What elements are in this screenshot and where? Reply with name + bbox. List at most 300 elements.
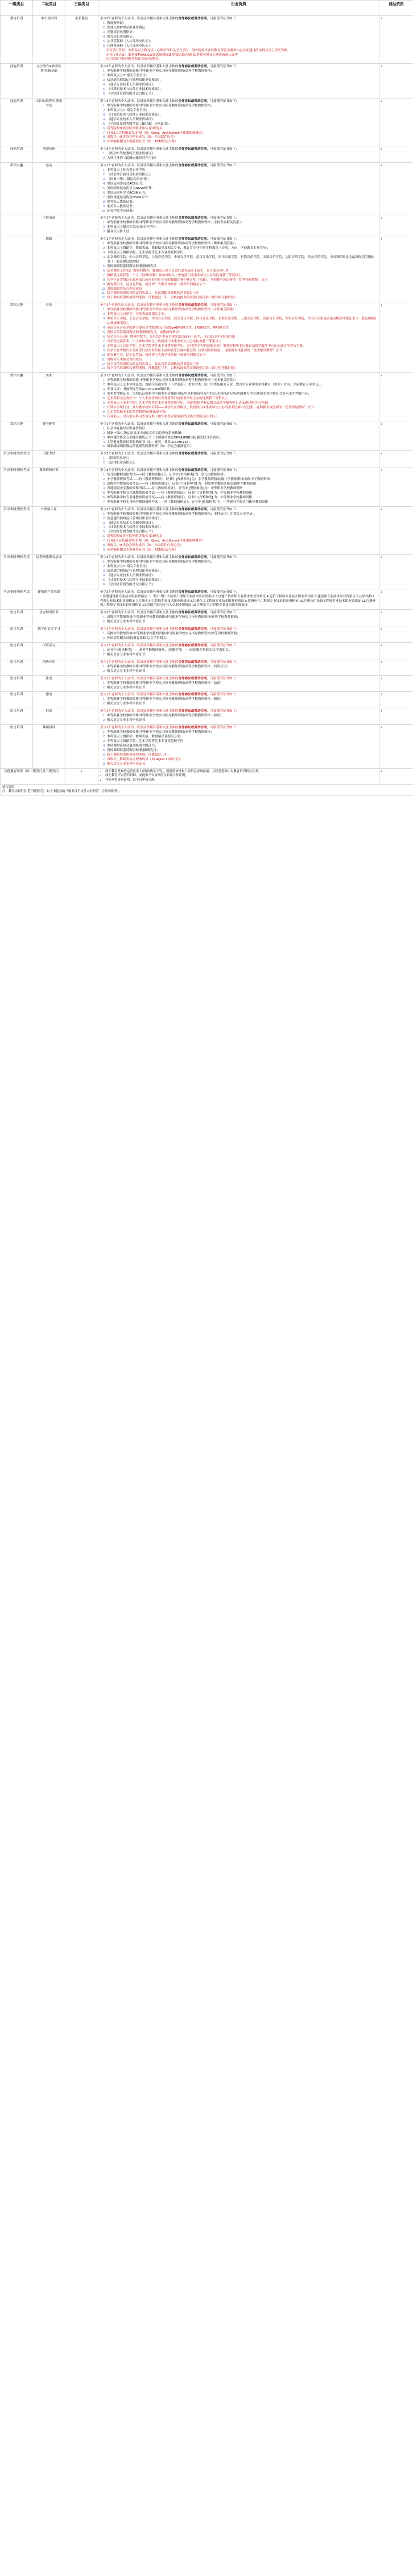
cell-level1-category: 语言培训 bbox=[1, 626, 33, 643]
table-body bbox=[1, 16, 413, 796]
qualification-list-item: 6. 知名音乐公司/厂牌签约歌手，音乐综艺类节目常驻嘉宾或前十选手，以百度百科可查询为准 bbox=[106, 335, 377, 340]
qualification-list-item: 4. 大型健身教练培训机构证书（如：赛普，莱美LES MILLS）； bbox=[106, 441, 377, 445]
qualification-list-item: 4. 美国运动委员会ACE证书； bbox=[106, 182, 377, 187]
qualification-list-item: 8. 省级以上IT类协会理事成员（如：中国软件行业协会） bbox=[106, 544, 377, 548]
header-cat3: 三级类目 bbox=[65, 1, 98, 16]
qualification-plain-text: 1.注册建筑师专业技术职业资格证（一级/二级）2.监理工程师专业技术职业资格证 3.房地产估价师专业技术职业资格证 4.造价工程师专业技术职业资格证 5.建造师专业技术职业资格证 6.注册结构工程师专业技术职业资格证 7.注册土木工程师专业技术职业资格证 8.注册化工工程师专业技术职业资格证 9.注册电气工程师专业技术职业资格证 10.注册公用设备工程师专业技术职业资格证 11.注册环保工程师专业技术职业资格证 12.房地产经纪专业人员职业资格证 13.注册安全工程师专业技术职业资格证 bbox=[100, 594, 376, 608]
cell-level2-category: 汉语学习 bbox=[33, 643, 65, 659]
qualification-list-item: 9. 知名编程相关大赛获奖证书（如：ACM算法大赛） bbox=[106, 140, 377, 145]
qualification-lead: 至少1个老师的个人证书，以及证书拥有者和入驻主体的合作协议或劳动合同，可接受的证书如下： bbox=[100, 374, 239, 378]
qualification-list-item: 3. 信息通信网络运行管理员职业资格证》； bbox=[106, 569, 377, 574]
cell-goods-qualification: / bbox=[379, 64, 413, 99]
qualification-list-item: 4. 《通信专业技术人员职业资格证》； bbox=[106, 118, 377, 122]
cell-level2-category: 语言师资培训 bbox=[33, 610, 65, 626]
cell-industry-qualification bbox=[98, 302, 379, 373]
qualification-list bbox=[100, 427, 377, 450]
cell-industry-qualification bbox=[98, 643, 379, 659]
cell-level3-category bbox=[65, 451, 98, 467]
qualification-list-item: 3. 《计算机技术与软件专业技术资格证》； bbox=[106, 113, 377, 118]
qualification-list-item: 11. 线下舞蹈培训机构的运营负责人，且此舞蹈培训机构营业超过三年 bbox=[106, 292, 377, 296]
cell-level1-category: 常识兴趣 bbox=[1, 302, 33, 373]
qualification-list-item: 6. 线下舞蹈培训机构签约老师，任教超过三年； bbox=[106, 753, 377, 758]
qualification-list bbox=[100, 152, 377, 161]
cell-goods-qualification: / bbox=[379, 146, 413, 163]
qualification-list-item: 1. 高级中学教师资格/中等职业学校教师资格/中等职业学校实习指导教师资格/高等学校教师资格； bbox=[106, 632, 377, 637]
qualification-list-item: 3. 专科及以上舞蹈学院、艺术学院等艺术专业类院校学历； bbox=[106, 251, 377, 256]
qualification-list-item: 1. 中等职业学校教师资格/中等职业学校实习指导教师资格/高等学校教师资格（舞蹈相关院系）； bbox=[106, 242, 377, 247]
qualification-list-item: 7. 舞蹈类比赛获奖：个人（独舞/领舞）参加省级以上政府部门或事业单位主办的比赛获三等奖以上 bbox=[106, 274, 377, 278]
table-row bbox=[1, 467, 413, 507]
cell-level3-category bbox=[65, 146, 98, 163]
qualification-list-item: 3. 专业认证：书画等级考试(CCPT)7/8/9级证书； bbox=[106, 388, 377, 392]
cell-level1-category: 学历/职业资格考试 bbox=[1, 451, 33, 467]
header-industry-qualification: 行业资质 bbox=[98, 1, 379, 16]
cell-level1-category: 语言培训 bbox=[1, 692, 33, 708]
qualification-list bbox=[100, 682, 377, 691]
qualification-list-item: 1. 中等职业学校教师资格/中等职业学校实习指导教师资格/高等学校教师资格（法语） bbox=[106, 682, 377, 686]
qualification-lead: 至少1个老师的个人证书，以及证书拥有者和入驻主体的合作协议或劳动合同，可接受的证书如下： bbox=[100, 660, 239, 664]
qualification-bullet-item: • 公立院校学校外聘老师证书/证明/聘书。 bbox=[106, 58, 377, 62]
cell-level2-category: 美术 bbox=[33, 373, 65, 421]
qualification-lead: 至少1个老师的个人证书，以及证书拥有者和入驻主体的合作协议或劳动合同，可接受的证书如下： bbox=[100, 676, 239, 680]
cell-industry-qualification bbox=[98, 373, 379, 421]
cell-level2-category: 舞蹈 bbox=[33, 236, 65, 302]
qualification-lead: 至少1个老师的个人证书，以及证书拥有者和入驻主体的合作协议或劳动合同，可接受的证书如下： bbox=[100, 237, 239, 241]
cell-other-industry-qualification bbox=[98, 768, 379, 784]
cell-level2-category: 远程网络教育培训 bbox=[33, 555, 65, 589]
cell-industry-qualification bbox=[98, 236, 379, 302]
other-qualification-item: • 线上教育平台签约讲师，需提供平台盖章的在职或合作证明； bbox=[105, 774, 377, 778]
cell-level1-category bbox=[1, 236, 33, 302]
cell-goods-qualification: / bbox=[379, 506, 413, 554]
cell-level2-category: 韩语 bbox=[33, 708, 65, 725]
qualification-list bbox=[100, 22, 377, 49]
qualification-lead: 至少1个老师的个人证书，以及证书拥有者和入驻主体的合作协议或劳动合同，可接受的证书如下： bbox=[100, 627, 239, 631]
qualification-list-item: 5. 《计算机技术与软件专业技术资格证》； bbox=[106, 88, 377, 92]
cell-level3-category bbox=[65, 373, 98, 421]
cell-goods-qualification: / bbox=[379, 692, 413, 708]
qualification-list-item: 2. 本科及以上音乐学、音乐表演及相关专业； bbox=[106, 313, 377, 317]
cell-level3-category bbox=[65, 163, 98, 215]
other-qualification-item: • 线下教育机构的运营负责人/讲师/教学主管 ，需提供该机构工商信息查询结果，且经营范围中有教育培训相关业务； bbox=[105, 770, 377, 774]
qualification-list bbox=[100, 512, 377, 553]
cell-level1-category: 学历/职业资格考试 bbox=[1, 467, 33, 507]
cell-level1-category: 语言培训 bbox=[1, 610, 33, 626]
qualification-list bbox=[100, 457, 377, 466]
cell-industry-qualification bbox=[98, 589, 379, 610]
cell-level3-category bbox=[65, 421, 98, 451]
footnote-text: 注：教育培训行业【三级类目】，以上未提及的三级类目不支持入驻经营（小语种除外）。 bbox=[2, 790, 122, 794]
header-cat2: 二级类目 bbox=[33, 1, 65, 16]
table-row bbox=[1, 16, 413, 64]
qualification-list bbox=[100, 169, 377, 214]
qualification-list bbox=[100, 379, 377, 419]
cell-level3-category bbox=[65, 725, 98, 768]
cell-level2-category: 西班牙语 bbox=[33, 659, 65, 675]
cell-industry-qualification bbox=[98, 659, 379, 675]
qualification-list-item: 2. 相关语言专业本科毕业证书 bbox=[106, 670, 377, 674]
cell-level3-category bbox=[65, 692, 98, 708]
qualification-lead: 至少1个老师的个人证书，以及证书拥有者和入驻主体的合作协议或劳动合同，可接受的证书如下： bbox=[100, 709, 239, 713]
qualification-list-item: 2. 本科及以上IT 相关专业学历； bbox=[106, 74, 377, 79]
table-row bbox=[1, 302, 413, 373]
qualification-list bbox=[100, 69, 377, 97]
qualification-list bbox=[100, 308, 377, 371]
table-header bbox=[1, 1, 413, 16]
other-qualification-item: • 其他垂类资质证明，以平台审核为准。 bbox=[105, 778, 377, 783]
qualification-list-item: 7. 长期从事该行业，且有教学成果证明——其学生在省级以上政府部门或事业单位主办的美术比赛中获过奖，老师拥有该比赛的〝优秀指导教师〞证书 bbox=[106, 406, 377, 411]
cell-industry-qualification bbox=[98, 146, 379, 163]
cell-level3-category bbox=[65, 610, 98, 626]
qualification-list-item: 4. 《计算机技术与软件专业技术资格证》； bbox=[106, 526, 377, 530]
cell-level1-category: 常识兴趣 bbox=[1, 421, 33, 451]
cell-goods-qualification: / bbox=[379, 302, 413, 373]
cell-goods-qualification: / bbox=[379, 98, 413, 146]
table-row bbox=[1, 373, 413, 421]
table-row bbox=[1, 451, 413, 467]
cell-level3-category bbox=[65, 215, 98, 236]
cell-level2-category: 建筑地产类培训 bbox=[33, 589, 65, 610]
qualification-list-item: 2. 相关语言专业本科毕业证书 bbox=[106, 620, 377, 625]
cell-industry-qualification bbox=[98, 708, 379, 725]
cell-level3-category bbox=[65, 555, 98, 589]
cell-level3-category bbox=[65, 98, 98, 146]
qualification-lead: 至少3个老师的个人证书，以及证书拥有者和入驻主体的合作协议或劳动合同，可接受的证书如下： bbox=[100, 147, 239, 151]
cell-level1-category: 语言培训 bbox=[1, 708, 33, 725]
qualification-list bbox=[100, 632, 377, 641]
cell-level2-category: 舞蹈培训 bbox=[33, 725, 65, 768]
cell-industry-qualification bbox=[98, 98, 379, 146]
cell-industry-qualification bbox=[98, 555, 379, 589]
qualification-list-item: 6. 中等职业学校专业课教师资格考试——持《教师资格证》，证书中 [资格种类] 为：中等职业学校教师资格 bbox=[106, 496, 377, 501]
qualification-list-item: 7. 美国体能运动协会NSCA证书； bbox=[106, 196, 377, 200]
qualification-bullet-item: • 专业行业认证：蒙特梭利AMI/CoRT思维训练课程/瑞吉欧/华德福/萨提亚模式心理咨询师认证等 bbox=[106, 54, 377, 58]
qualification-list-item: 10. 体育学院学位证书； bbox=[106, 210, 377, 214]
table-row bbox=[1, 146, 413, 163]
qualification-list-item: 10. 拥有奥尔夫、达尔克罗兹、柯达伊三大教学体系任一师资培训相关证书 bbox=[106, 354, 377, 358]
qualification-list bbox=[100, 616, 377, 625]
cell-level3-category bbox=[65, 467, 98, 507]
cell-industry-qualification bbox=[98, 725, 379, 768]
qualification-list-item: 1. 中等职业学校教师资格/中等职业学校实习指导教师资格/高等学校教师资格； bbox=[106, 104, 377, 109]
qualification-list bbox=[100, 649, 377, 658]
cell-level3-category bbox=[65, 506, 98, 554]
qualification-list-item: 2. 信息通信网络运行管理员职业资格证》； bbox=[106, 517, 377, 522]
qualification-list-item: 1. 中等职业学校教师资格/中等职业学校实习指导教师资格/高等学校教师资格（德语） bbox=[106, 698, 377, 702]
cell-level2-category: 中小幼培训 bbox=[33, 16, 65, 64]
qualification-list-item: 12. 线下音乐培训机构的运营负责人，且此音乐培训机构营业超过三年 bbox=[106, 363, 377, 367]
qualification-list-item: 1. 中等职业学校教师资格/中等职业学校实习指导教师资格/高等学校教师资格（西班牙语） bbox=[106, 665, 377, 670]
qualification-lead: 至少3个老师的个人证书，以及证书拥有者和入驻主体的合作协议或劳动合同，可接受的证书如下： bbox=[100, 17, 239, 20]
qualification-list-item: 6. 《全国计算机等级考试合格证书》； bbox=[106, 92, 377, 97]
qualification-list bbox=[100, 242, 377, 301]
qualification-list-item: 8. 专科及以上音乐学院、艺术学院等艺术专业类院校学历。（可提供穷尽的院校名单）海外院校毕业以教育部留学服务中心认证通过的学历为准。 bbox=[106, 344, 377, 349]
qualification-list-item: 9. 知名编程相关大赛获奖证书（如：ACM算法大赛） bbox=[106, 548, 377, 553]
qualification-list-item: 2. 入驻主体的《道路运输经营许可证》 bbox=[106, 157, 377, 161]
cell-level3-category bbox=[65, 626, 98, 643]
cell-industry-qualification bbox=[98, 16, 379, 64]
qualification-list-item: 8. 艺术类院校美术院系特聘讲师/教授/研究员 bbox=[106, 411, 377, 415]
qualification-list-item: 4. 美术类考级证书，国内认证机构为中国美术传播研究院/中央科教研究所/中国艺术科技研究所/中国教育学会/中国美术学院社会美术水平考级中心； bbox=[106, 392, 377, 397]
qualification-list-item: 7. 省级以上舞蹈类协会理事成员（如 Higher 口碑认证）； bbox=[106, 758, 377, 762]
qualification-list-item: 6. 高等院校IT类学院外聘讲师/专家/研究员 bbox=[106, 127, 377, 132]
cell-goods-qualification: / bbox=[379, 236, 413, 302]
qualification-lead: 至少1个老师的个人证书，以及证书拥有者和入驻主体的合作协议或劳动合同，可接受的证书如下： bbox=[100, 726, 239, 730]
qualification-list-item: 2. 本科及以上舞蹈学、舞蹈表演、舞蹈编导及相关专业； bbox=[106, 735, 377, 740]
cell-level2-category: 运动 bbox=[33, 163, 65, 215]
cell-level1-category: 学历/职业资格考试 bbox=[1, 506, 33, 554]
qualification-list-item: 2. 国家一级/二级运动员证书或运动员信息查询系统截图； bbox=[106, 432, 377, 436]
qualification-list-item: 2. 本科及以上IT 相关专业学历； bbox=[106, 109, 377, 113]
cell-level1-category: 语言培训 bbox=[1, 643, 33, 659]
qualification-list-item: 1. 中等职业学校教师资格/中等职业学校实习指导教师资格/高等学校教师资格； bbox=[106, 731, 377, 735]
cell-level1-category: 语言培训 bbox=[1, 675, 33, 692]
qualification-list bbox=[100, 731, 377, 767]
qualification-list-item: 1. 本科及以上体育类专业学历； bbox=[106, 169, 377, 173]
qualification-lead: 至少3个老师的个人证书，以及证书拥有者和入驻主体的合作协议或劳动合同，可接受的证书如下： bbox=[100, 99, 239, 103]
cell-industry-qualification bbox=[98, 163, 379, 215]
qualification-list-item: 5. 美国国家运动医学会NASM证书； bbox=[106, 187, 377, 191]
qualification-list-item: 7. 行业&大会特邀嘉宾/讲师（如：Qcon、ArchSummit全球架构师峰会） bbox=[106, 539, 377, 544]
qualification-list-item: 5. 高校音乐院系特聘讲师/教授/研究员，或教师资格证： bbox=[106, 331, 377, 335]
qualification-list-item: 5. 《计算机技术与软件专业技术资格证》； bbox=[106, 579, 377, 583]
qualification-list-item: 1. 中等职业学校教师资格/中等职业学校实习指导教师资格/高等学校教师资格（韩语） bbox=[106, 714, 377, 719]
other-qualification-list bbox=[100, 770, 377, 783]
cell-industry-qualification bbox=[98, 64, 379, 99]
cell-industry-qualification bbox=[98, 421, 379, 451]
qualification-lead: 至少3个老师的个人证书，以及证书拥有者和入驻主体的合作协议或劳动合同，可接受的证书如下： bbox=[100, 452, 239, 456]
qualification-list-item: 2. 外国语系相关/国际教育系相关/文学系相关； bbox=[106, 637, 377, 641]
cell-level3-category bbox=[65, 64, 98, 99]
qualification-list-item: 2. 本科及以上舞蹈学、舞蹈表演、舞蹈编导及相关专业，教育学专业中的学科教育（音乐）方向，学前教育专业学历 ； bbox=[106, 247, 377, 251]
qualification-list-item: 2. 本科及以上IT 相关专业学历； bbox=[106, 565, 377, 569]
qualification-list-item: 3. 中国健美协会专业健身教练证书（中国健美协会CBBA IFBB国际健美联合会颁发）； bbox=[106, 436, 377, 441]
cell-goods-qualification: / bbox=[379, 373, 413, 421]
qualification-list-item: 9. 其学生在省级以上政府部门或事业单位主办的音乐比赛中获过奖（独唱/独奏/独演），老师拥有该比赛的〝优秀指导教师〞证书 bbox=[106, 349, 377, 354]
cell-level3-category bbox=[65, 659, 98, 675]
qualification-list-item: 4. 英国皇家音乐学院联合委员会考级8级证书或DipABRSM文凭、LRSM文凭、FRSM文凭 bbox=[106, 326, 377, 331]
qualification-bullet-item: • 专业学历背景：本科及以上教育学、心理学等相关专业学历，海外院校毕业以教育部留学服务中心认证通过的本科及以上学历为准。 bbox=[106, 49, 377, 54]
qualification-list-item: 6. 心理咨询师（人社部历史认证）。 bbox=[106, 44, 377, 49]
cell-industry-qualification bbox=[98, 506, 379, 554]
qualification-list-item: 8. 相关语言专业本科毕业证书 bbox=[106, 762, 377, 767]
qualification-list bbox=[100, 560, 377, 588]
cell-level1-category: 语言培训 bbox=[1, 725, 33, 768]
cell-other-category-label: 其他教育培训（除二级类目及三级类目） bbox=[1, 768, 65, 784]
qualification-list-item: 2. 本科及以上艺术学理论类、戏剧与影视学类（不含表演）、美术学类、设计学类及相关专业，教育学专业中的学科教育（美术）方向，学前教育专业学历。； bbox=[106, 383, 377, 388]
cell-level1-category: 技能培训 bbox=[1, 98, 33, 146]
qualification-list-item: 5. 《全国计算机等级考试（NCRE）合格证书》； bbox=[106, 122, 377, 127]
cell-level1-category: 技能培训 bbox=[1, 64, 33, 99]
qualification-list-item: 5. 《全国计算机等级考试合格证书》； bbox=[106, 530, 377, 535]
qualification-list-item: 4. 《通信专业技术人员职业资格证》； bbox=[106, 574, 377, 579]
cell-level2-category: 法语 bbox=[33, 675, 65, 692]
cell-level2-category: 德语 bbox=[33, 692, 65, 708]
cell-goods-qualification: / bbox=[379, 725, 413, 768]
cell-goods-qualification: / bbox=[379, 610, 413, 626]
qualification-list-item: 9. 拥有奥尔夫、达尔克罗兹、柯达伊三大教学体系任一师资培训相关证书 bbox=[106, 283, 377, 288]
qualification-lead: 至少1个老师的个人证书，以及证书拥有者和入驻主体的合作协议或劳动合同，可接受的证书如下： bbox=[100, 303, 239, 307]
table-row bbox=[1, 589, 413, 610]
qualification-list bbox=[100, 714, 377, 723]
qualification-list-item: 2. 小学教师资格考试——持《教师资格证》，证书中 [资格种类] 为：小学教师资格/初级中学教师资格/高级中学教师资格 bbox=[106, 478, 377, 482]
qualification-list-item: 3. 中央音乐学院，上海音乐学院，中国音乐学院，武汉音乐学院，四川音乐学院，星海音乐学院，天津音乐学院，沈阳音乐学院，西安音乐学院，中国音乐家协会最高级别考级证书（一般是9级或10级或演奏级）； bbox=[106, 317, 377, 326]
cell-goods-qualification: / bbox=[379, 659, 413, 675]
qualification-list-item: 7. 中等职业学校实习指导教师资格考试——持《教师资格证》，证书中 [资格种类] 为：中等职业学校实习指导教师资格 bbox=[106, 501, 377, 505]
table-row bbox=[1, 610, 413, 626]
qualification-lead: 至少1个老师的个人证书，以及证书拥有者和入驻主体的合作协议或劳动合同，可接受的证书如下： bbox=[100, 164, 239, 168]
qualification-list-item: 3. 初级中学教师资格考试——持《教师资格证》，证书中 [资格种类] 为：初级中学教师资格/高级中学教师资格 bbox=[106, 482, 377, 487]
cell-goods-qualification: / bbox=[379, 589, 413, 610]
qualification-list-item: 1. 《机动车驾驶教练员职业资格证》； bbox=[106, 152, 377, 157]
cell-industry-qualification bbox=[98, 467, 379, 507]
qualification-list-item: 4. 中国舞蹈家协会最高级别考级证书； bbox=[106, 744, 377, 749]
cell-level2-category: 数字化语言学习 bbox=[33, 626, 65, 643]
cell-goods-qualification: / bbox=[379, 555, 413, 589]
cell-level3-category bbox=[65, 708, 98, 725]
table-row bbox=[1, 215, 413, 236]
cell-other-goods-qualification: / bbox=[379, 768, 413, 784]
qualification-lead: 至少1个老师的个人证书，以及证书拥有者和入驻主体的合作协议或劳动合同，可接受的证书如下： bbox=[100, 422, 239, 426]
cell-level1-category: 学历/职业资格考试 bbox=[1, 589, 33, 610]
qualification-lead: 至少3个老师的个人证书，以及证书拥有者和入驻主体的合作协议或劳动合同，可接受的证书如下： bbox=[100, 590, 239, 594]
table-row bbox=[1, 64, 413, 99]
cell-level2-category: 驾驶技能 bbox=[33, 146, 65, 163]
table-row bbox=[1, 708, 413, 725]
qualification-list-item: 1. 中等职业学校教师资格/中等职业学校实习指导教师资格/高等学校教师资格； bbox=[106, 560, 377, 565]
cell-industry-qualification bbox=[98, 675, 379, 692]
table-row bbox=[1, 675, 413, 692]
cell-goods-qualification: / bbox=[379, 675, 413, 692]
qualification-list bbox=[100, 473, 377, 505]
cell-level2-category: 司法考试 bbox=[33, 451, 65, 467]
qualification-list-item: 6. 美国运动医学会ACSM证书； bbox=[106, 191, 377, 196]
cell-goods-qualification: / bbox=[379, 643, 413, 659]
qualification-list-item: 2. 《社会体育指导员职业资格证》； bbox=[106, 173, 377, 178]
qualification-list-item: 1. 幼儿园教师资格考试——持《教师资格证》，证书中 [资格种类] 为：幼儿园教师资格； bbox=[106, 473, 377, 478]
qualification-list-item: 13. 线下音乐培训机构签约老师，任教超过三年，以机构提供的在职证明为准（需注明任教时间） bbox=[106, 367, 377, 371]
header-cat1: 一级类目 bbox=[1, 1, 33, 16]
table-row bbox=[1, 643, 413, 659]
qualification-list-item: 2. 相关语言专业本科毕业证书 bbox=[106, 686, 377, 691]
table-row bbox=[1, 98, 413, 146]
qualification-lead: 至少3个老师的个人证书，以及证书拥有者和入驻主体的合作协议或劳动合同，可接受的证书如下： bbox=[100, 556, 239, 560]
header-goods-qualification: 商品资质 bbox=[379, 1, 413, 16]
cell-goods-qualification: / bbox=[379, 708, 413, 725]
qualification-list-item: 8. 其学生在省级以上政府部门或事业单位主办的舞蹈比赛中获过奖（独舞），老师拥有该比赛的〝优秀指导教师〞证书 bbox=[106, 278, 377, 283]
table-row bbox=[1, 163, 413, 215]
cell-level1-category: 教育培训 bbox=[1, 16, 33, 64]
qualification-lead: 至少3个老师的个人证书，以及证书拥有者和入驻主体的合作协议或劳动合同，可接受的证书如下： bbox=[100, 65, 239, 69]
qualification-list-item: 2. 相关语言专业本科毕业证书 bbox=[106, 653, 377, 658]
qualification-list-item: 8. 省级以上IT类协会理事成员（如：中国软件协会） bbox=[106, 136, 377, 140]
cell-level1-category: 语言培训 bbox=[1, 659, 33, 675]
cell-level3-category bbox=[65, 302, 98, 373]
cell-level2-category: 教师资格培训 bbox=[33, 467, 65, 507]
qualification-list-item: 1. 中等职业学校教师资格/中等职业学校实习指导教师资格/高等学校教师资格（主持表演相关院系）； bbox=[106, 221, 377, 225]
qualification-lead: 至少1个老师的个人证书，以及证书拥有者和入驻主体的合作协议或劳动合同，可接受的证书如下： bbox=[100, 693, 239, 697]
cell-level3-category bbox=[65, 675, 98, 692]
qualification-list-item: 9. 莱美私人教练证书； bbox=[106, 205, 377, 210]
qualification-list-item: 4. 保育员职业资格证； bbox=[106, 35, 377, 40]
qualification-list-item: 1. 证书中 [资格种类] ——高等学校教师资格，[任教学科] ——国际教育系相关/文学系相关； bbox=[106, 649, 377, 653]
table-row bbox=[1, 659, 413, 675]
qualification-list bbox=[100, 104, 377, 145]
qualification-list-item: 1. 社会体育指导员职业资格证； bbox=[106, 427, 377, 432]
qualification-list-item: 4. 北京舞蹈学院，中央音乐学院，上海音乐学院，中国音乐学院，武汉音乐学院，四川音乐学院，星海音乐学院，天津音乐学院，沈阳音乐学院，西安音乐学院，中国舞蹈家协会最高级别考级证书（一般是9级或10级） bbox=[106, 256, 377, 265]
qualification-list-item: 6. 知名舞蹈工作室/厂牌签约舞者，舞蹈综艺类节目常驻嘉宾或前十选手，且百度百科可查 bbox=[106, 269, 377, 274]
qualification-list-item: 2. 《法律职业资格证》； bbox=[106, 461, 377, 466]
qualification-list-item: 5. 公共营养师（人社部历史认证）； bbox=[106, 40, 377, 44]
cell-level3-category bbox=[65, 643, 98, 659]
qualification-list-item: 12. 线下舞蹈培训机构签约老师，任教超过三年，以机构提供的在职证明为准（需注明任教时间） bbox=[106, 296, 377, 301]
qualification-list-item: 2. 本科及以上播音主持/表演专业学历； bbox=[106, 225, 377, 230]
table-row bbox=[1, 725, 413, 768]
cell-level1-category bbox=[1, 215, 33, 236]
footnote-title: 填写说明 bbox=[2, 785, 15, 789]
table-row bbox=[1, 421, 413, 451]
cell-level1-category: 学历/职业资格考试 bbox=[1, 555, 33, 589]
cell-level1-category: 常识兴趣 bbox=[1, 163, 33, 215]
qualification-list-item: 3. 育婴员职业资格证； bbox=[106, 31, 377, 35]
qualification-lead: 至少3个老师的个人证书，以及证书拥有者和入驻主体的合作协议或劳动合同，可接受的证书如下： bbox=[100, 469, 239, 473]
cell-goods-qualification: / bbox=[379, 215, 413, 236]
cell-level2-category: IT资格认证 bbox=[33, 506, 65, 554]
cell-level2-category: 健身健美 bbox=[33, 421, 65, 451]
qualification-list-item: 3. 播音员主持人证； bbox=[106, 230, 377, 235]
qualification-list-item: 10. 省级舞蹈类协会理事成员 bbox=[106, 288, 377, 292]
qualification-list-item: 2. 相关语言专业本科毕业证书 bbox=[106, 719, 377, 723]
qualification-list-item: 4. 《通信专业技术人员职业资格证》； bbox=[106, 83, 377, 88]
cell-goods-qualification: / bbox=[379, 421, 413, 451]
qualification-lead: 至少1个老师的个人证书，以及证书拥有者和入驻主体的合作协议或劳动合同，可接受的证书如下： bbox=[100, 216, 239, 220]
qualification-list-item: 1. 高级中学教师资格/中等职业学校教师资格/中等职业学校实习指导教师资格/高等学校教师资格； bbox=[106, 616, 377, 620]
cell-level2-category: IT职业/编程/计算机考试 bbox=[33, 98, 65, 146]
qualification-table bbox=[0, 0, 413, 796]
table-row bbox=[1, 236, 413, 302]
table-row bbox=[1, 626, 413, 643]
cell-industry-qualification bbox=[98, 451, 379, 467]
cell-industry-qualification bbox=[98, 215, 379, 236]
cell-goods-qualification: / bbox=[379, 16, 413, 64]
cell-goods-qualification: / bbox=[379, 467, 413, 507]
cell-level2-category: 音乐 bbox=[33, 302, 65, 373]
qualification-list-item: 1. 中等职业学校教师资格/中等职业学校实习指导教师资格/高等学校教师资格； bbox=[106, 69, 377, 74]
cell-footnote bbox=[1, 784, 413, 795]
qualification-list-item: 6. 《全国计算机等级考试合格证书》； bbox=[106, 583, 377, 588]
qualification-list-item: 9. 行业名人，以百度百科可查询为准（如知名美术馆/画廊等高级管理层或主理人） bbox=[106, 415, 377, 420]
qualification-lead: 至少3个老师的个人证书，以及证书拥有者和入驻主体的合作协议或劳动合同，可接受的证书如下： bbox=[100, 507, 239, 511]
qualification-list-item: 1. 中等职业学校教师资格/中等职业学校实习指导教师资格/高等学校教师资格（美术相关院系）； bbox=[106, 379, 377, 383]
qualification-list-item: 3. 专科及以上舞蹈学院、艺术学院等艺术专业类院校学历； bbox=[106, 740, 377, 744]
cell-goods-qualification: / bbox=[379, 163, 413, 215]
table-row-other-training bbox=[1, 768, 413, 784]
cell-level2-category: 主持表演 bbox=[33, 215, 65, 236]
qualification-list-item: 4. 普通高级中学教师资格考试——持《教师资格证》，证书中 [资格种类] 为：中等职业学校教师资格 bbox=[106, 487, 377, 491]
table-row bbox=[1, 692, 413, 708]
qualification-list-item: 3. 《国家一级/二级运动员证书》； bbox=[106, 178, 377, 182]
qualification-list-item: 1. 中等职业学校教师资格/中等职业学校实习指导教师资格/高等学校教师资格（音乐相关院系）； bbox=[106, 308, 377, 313]
header-row bbox=[1, 1, 413, 16]
qualification-list-item: 7. 行业&大会特邀嘉宾/讲师（如：Qcon、ArchSummit全球架构师峰会） bbox=[106, 132, 377, 136]
qualification-lead: 至少3个老师的个人证书，以及证书拥有者和入驻主体的合作协议或劳动合同，可接受的证书如下： bbox=[100, 611, 239, 615]
qualification-list-item: 6. 专科及以上美术学院、艺术学院等艺术专业类院校学历。(海外院校毕业以教育部留学服务中心认证通过的学历为准) bbox=[106, 401, 377, 406]
qualification-list-item: 3. 信息通信网络运行管理员职业资格证》； bbox=[106, 79, 377, 83]
table-row bbox=[1, 555, 413, 589]
cell-goods-qualification: / bbox=[379, 451, 413, 467]
table-row bbox=[1, 506, 413, 554]
qualification-list-item: 5. 高校舞蹈院系特聘讲师/教授/研究员 bbox=[106, 265, 377, 269]
